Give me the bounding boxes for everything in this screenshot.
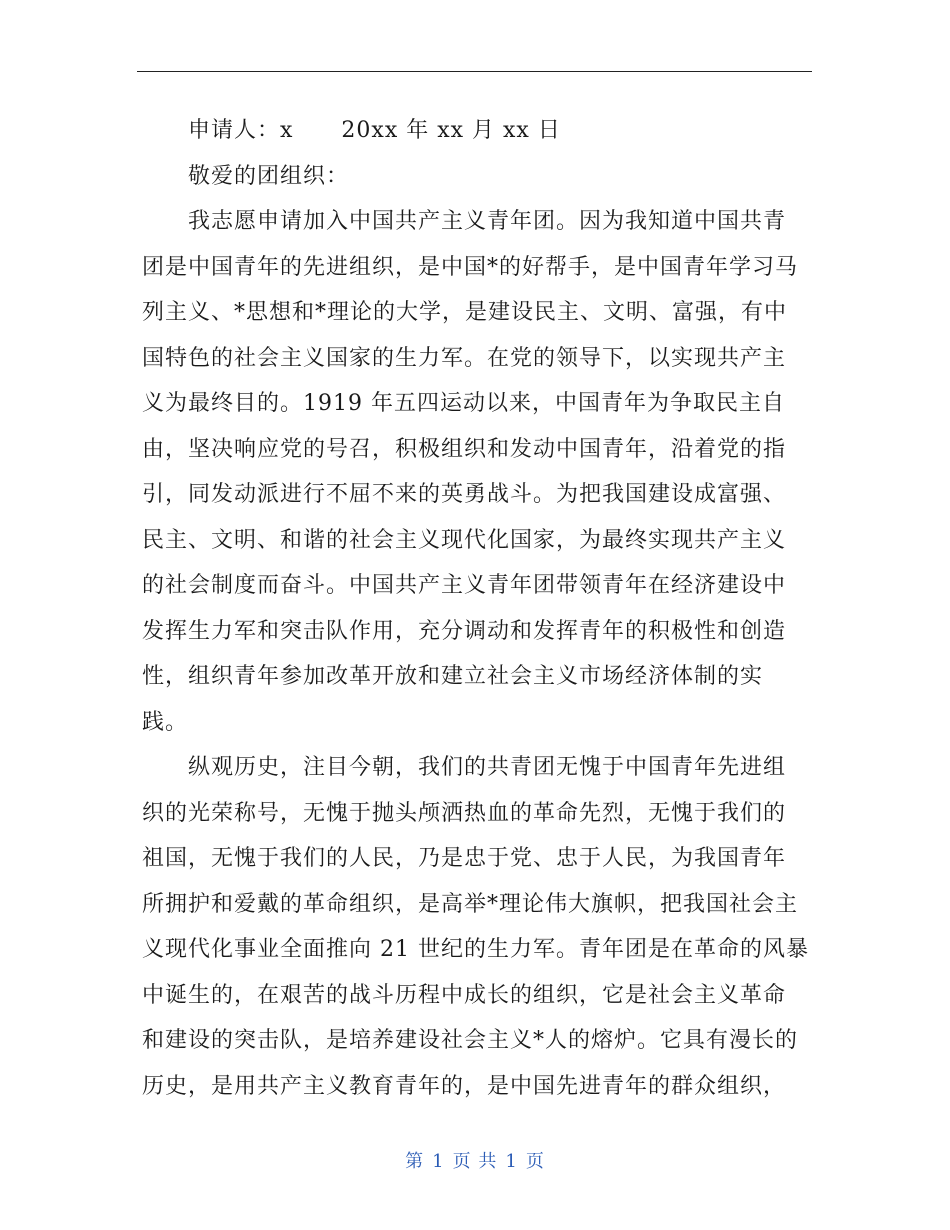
paragraph-line: 义现代化事业全面推向 21 世纪的生力军。青年团是在革命的风暴 xyxy=(142,937,809,962)
paragraph-line: 国特色的社会主义国家的生力军。在党的领导下，以实现共产主 xyxy=(142,345,787,371)
paragraph-line: 织的光荣称号，无愧于抛头颅洒热血的革命先烈，无愧于我们的 xyxy=(142,800,787,826)
paragraph-line: 践。 xyxy=(142,709,189,735)
page-footer xyxy=(0,1148,950,1176)
paragraph-line: 义为最终目的。1919 年五四运动以来，中国青年为争取民主自 xyxy=(142,391,785,416)
paragraph-line: 祖国，无愧于我们的人民，乃是忠于党、忠于人民，为我国青年 xyxy=(142,846,787,871)
paragraph-line: 性，组织青年参加改革开放和建立社会主义市场经济体制的实 xyxy=(142,664,764,689)
paragraph-line: 历史，是用共产主义教育青年的，是中国先进青年的群众组织， xyxy=(142,1073,787,1099)
footer-middle: 页 共 xyxy=(452,1151,498,1172)
applicant-field: 申请人：x xyxy=(188,118,294,143)
paragraph-line: 中诞生的，在艰苦的战斗历程中成长的组织，它是社会主义革命 xyxy=(142,982,787,1008)
document-body xyxy=(142,108,812,1109)
paragraph-line: 纵观历史，注目今朝，我们的共青团无愧于中国青年先进组 xyxy=(188,755,787,780)
header-rule xyxy=(137,71,812,72)
paragraph-line: 的社会制度而奋斗。中国共产主义青年团带领青年在经济建设中 xyxy=(142,573,787,598)
current-page-number: 1 xyxy=(432,1151,445,1172)
paragraph-line: 和建设的突击队，是培养建设社会主义*人的熔炉。它具有漫长的 xyxy=(142,1028,799,1053)
paragraph-2 xyxy=(142,745,812,1109)
paragraph-1 xyxy=(142,199,812,745)
salutation: 敬爱的团组织： xyxy=(188,163,350,189)
paragraph-line: 所拥护和爱戴的革命组织，是高举*理论伟大旗帜，把我国社会主 xyxy=(142,891,799,917)
total-page-number: 1 xyxy=(505,1151,518,1172)
paragraph-line: 发挥生力军和突击队作用，充分调动和发挥青年的积极性和创造 xyxy=(142,618,787,644)
paragraph-line: 引，同发动派进行不屈不来的英勇战斗。为把我国建设成富强、 xyxy=(142,482,787,507)
paragraph-line: 我志愿申请加入中国共产主义青年团。因为我知道中国共青 xyxy=(188,209,787,234)
footer-suffix: 页 xyxy=(525,1151,545,1172)
paragraph-line: 列主义、*思想和*理论的大学，是建设民主、文明、富强，有中 xyxy=(142,300,788,325)
date-field: 20xx 年 xx 月 xx 日 xyxy=(341,118,561,143)
paragraph-line: 民主、文明、和谐的社会主义现代化国家，为最终实现共产主义 xyxy=(142,527,787,553)
footer-prefix: 第 xyxy=(405,1151,425,1172)
meta-line xyxy=(142,108,812,154)
paragraph-line: 由，坚决响应党的号召，积极组织和发动中国青年，沿着党的指 xyxy=(142,436,787,462)
paragraph-line: 团是中国青年的先进组织，是中国*的好帮手，是中国青年学习马 xyxy=(142,254,799,280)
